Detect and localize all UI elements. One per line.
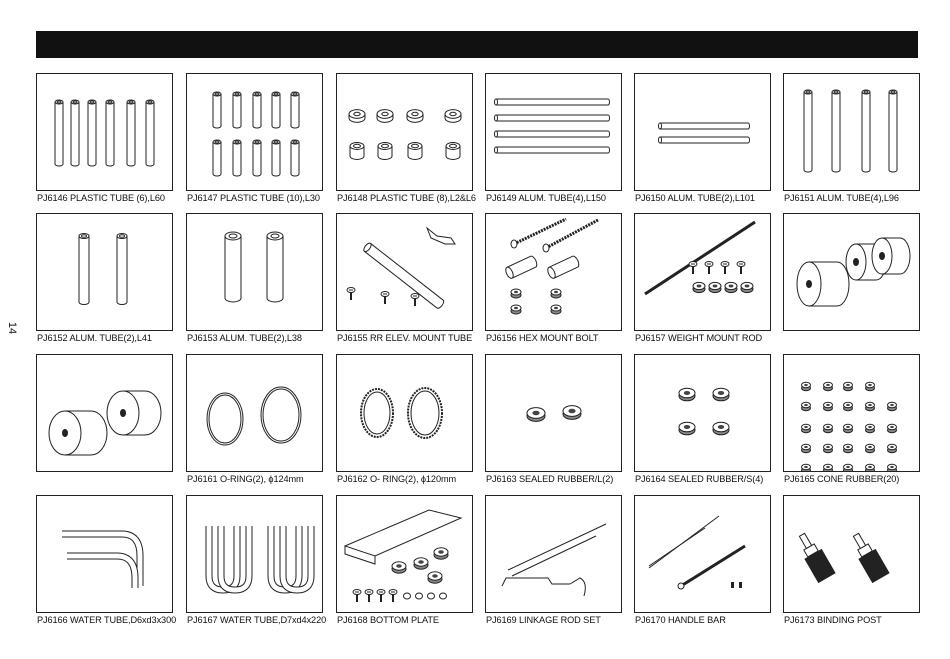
part-caption: PJ6164 SEALED RUBBER/S(4) bbox=[635, 474, 764, 484]
rubber-cylinders-icon bbox=[37, 355, 172, 471]
part-caption: PJ6161 O-RING(2), ϕ124mm bbox=[187, 474, 304, 484]
plastic-tubes-10-icon bbox=[187, 74, 322, 190]
elevator-mount-tube-icon bbox=[337, 214, 472, 330]
alum-tubes-vertical-4-icon bbox=[784, 74, 919, 190]
part-caption: PJ6169 LINKAGE ROD SET bbox=[486, 615, 601, 625]
part-caption: PJ6148 PLASTIC TUBE (8),L2&L6 bbox=[337, 193, 476, 203]
part-caption: PJ6166 WATER TUBE,D6xd3x300 bbox=[37, 615, 177, 625]
part-illustration bbox=[186, 495, 323, 613]
alum-tubes-2-icon bbox=[635, 74, 770, 190]
part-illustration bbox=[634, 354, 771, 472]
linkage-rods-icon bbox=[486, 496, 621, 612]
part-illustration bbox=[485, 354, 622, 472]
part-illustration bbox=[186, 73, 323, 191]
water-tube-bent-icon bbox=[37, 496, 172, 612]
plastic-rings-8-icon bbox=[337, 74, 472, 190]
part-illustration bbox=[36, 73, 173, 191]
part-illustration bbox=[336, 213, 473, 331]
part-illustration bbox=[485, 213, 622, 331]
cone-rubbers-icon bbox=[784, 214, 919, 330]
part-illustration bbox=[336, 495, 473, 613]
header-bar bbox=[36, 31, 918, 58]
part-illustration bbox=[186, 354, 323, 472]
part-illustration bbox=[634, 495, 771, 613]
part-illustration bbox=[36, 213, 173, 331]
part-illustration bbox=[634, 73, 771, 191]
part-illustration bbox=[783, 213, 920, 331]
part-illustration bbox=[783, 354, 920, 472]
part-illustration bbox=[485, 495, 622, 613]
o-rings-smooth-icon bbox=[187, 355, 322, 471]
part-caption: PJ6173 BINDING POST bbox=[784, 615, 882, 625]
part-caption: PJ6146 PLASTIC TUBE (6),L60 bbox=[37, 193, 165, 203]
handle-bar-icon bbox=[635, 496, 770, 612]
part-caption: PJ6170 HANDLE BAR bbox=[635, 615, 726, 625]
part-caption: PJ6163 SEALED RUBBER/L(2) bbox=[486, 474, 614, 484]
part-caption: PJ6150 ALUM. TUBE(2),L101 bbox=[635, 193, 755, 203]
plastic-tubes-6-icon bbox=[37, 74, 172, 190]
part-caption: PJ6155 RR ELEV. MOUNT TUBE bbox=[337, 333, 473, 343]
binding-posts-icon bbox=[784, 496, 919, 612]
bottom-plate-icon bbox=[337, 496, 472, 612]
part-illustration bbox=[336, 354, 473, 472]
part-caption: PJ6157 WEIGHT MOUNT ROD bbox=[635, 333, 763, 343]
hex-mount-bolt-icon bbox=[486, 214, 621, 330]
part-illustration bbox=[634, 213, 771, 331]
part-caption: PJ6153 ALUM. TUBE(2),L38 bbox=[187, 333, 302, 343]
alum-tubes-long-4-icon bbox=[486, 74, 621, 190]
part-caption: PJ6149 ALUM. TUBE(4),L150 bbox=[486, 193, 606, 203]
part-illustration bbox=[783, 495, 920, 613]
part-caption: PJ6168 BOTTOM PLATE bbox=[337, 615, 439, 625]
part-illustration bbox=[485, 73, 622, 191]
part-caption: PJ6152 ALUM. TUBE(2),L41 bbox=[37, 333, 152, 343]
water-tube-u-icon bbox=[187, 496, 322, 612]
cone-rubber-grid-icon bbox=[784, 355, 919, 471]
weight-mount-rod-icon bbox=[635, 214, 770, 330]
sealed-rubber-small-icon bbox=[635, 355, 770, 471]
part-illustration bbox=[36, 495, 173, 613]
part-illustration bbox=[186, 213, 323, 331]
alum-tubes-wide-2-icon bbox=[187, 214, 322, 330]
part-caption: PJ6156 HEX MOUNT BOLT bbox=[486, 333, 599, 343]
part-caption: PJ6147 PLASTIC TUBE (10),L30 bbox=[187, 193, 320, 203]
part-caption: PJ6165 CONE RUBBER(20) bbox=[784, 474, 900, 484]
sealed-rubber-large-icon bbox=[486, 355, 621, 471]
part-illustration bbox=[783, 73, 920, 191]
page-number: 14 bbox=[6, 321, 18, 335]
part-illustration bbox=[336, 73, 473, 191]
part-caption: PJ6167 WATER TUBE,D7xd4x220 bbox=[187, 615, 327, 625]
o-rings-beaded-icon bbox=[337, 355, 472, 471]
part-caption: PJ6151 ALUM. TUBE(4),L96 bbox=[784, 193, 899, 203]
alum-tubes-short-2-icon bbox=[37, 214, 172, 330]
part-illustration bbox=[36, 354, 173, 472]
part-caption: PJ6162 O- RING(2), ϕ120mm bbox=[337, 474, 457, 484]
